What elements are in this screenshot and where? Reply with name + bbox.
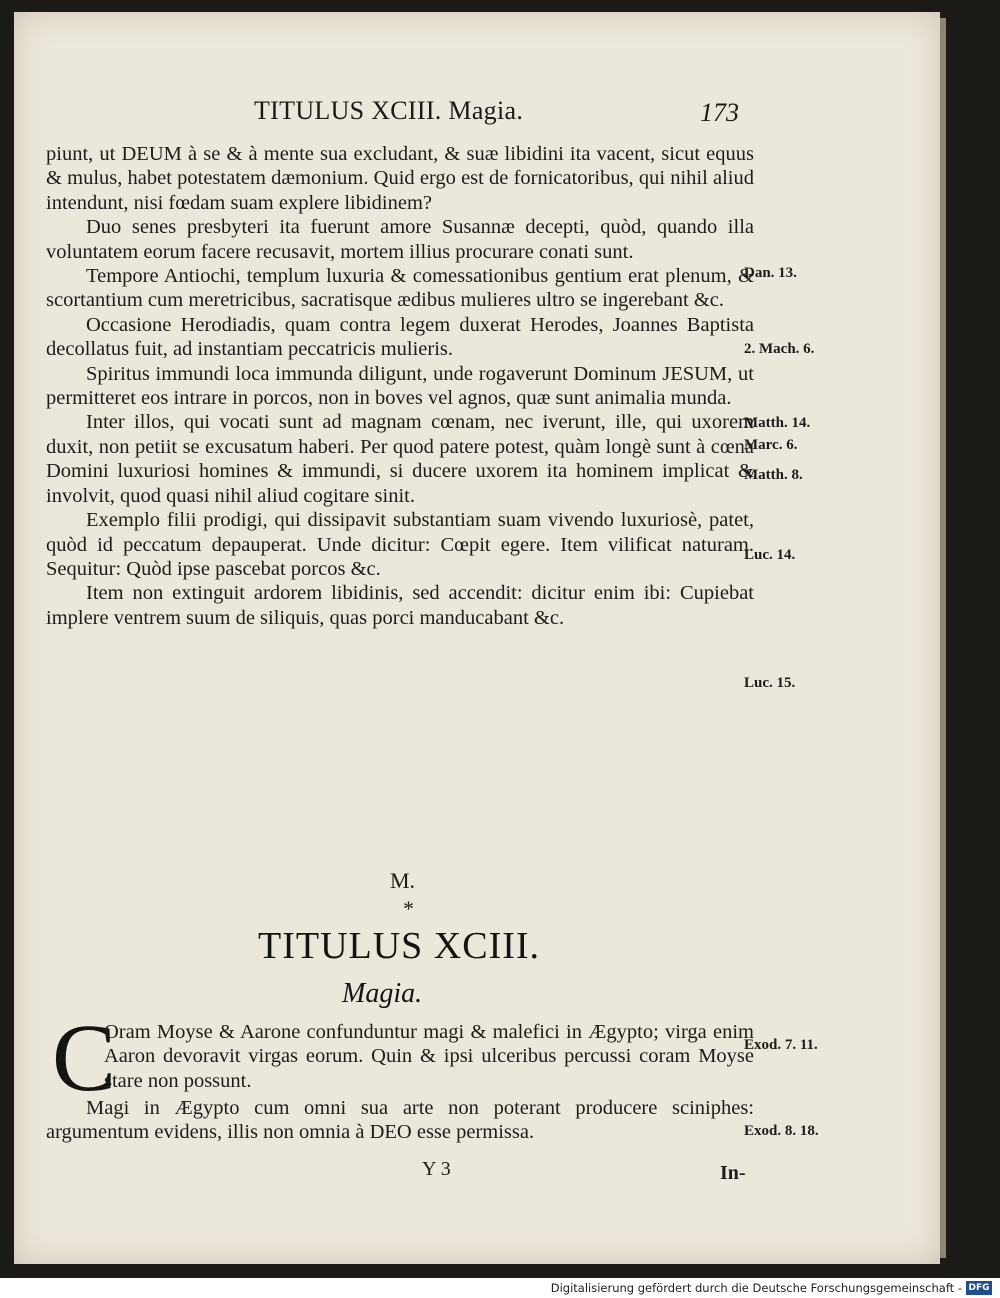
catchword: In- bbox=[720, 1162, 746, 1184]
running-head bbox=[14, 94, 940, 134]
paragraph-3: Tempore Antiochi, templum luxuria & comessationibus gentium erat plenum, & scortantium cum meretricibus, sacratisque ædibus mulieres ultro se ingerebant &c. bbox=[46, 265, 754, 312]
paragraph-7: Exemplo filii prodigi, qui dissipavit substantiam suam vivendo luxuriosè, patet, quòd id peccatum depauperat. Unde dicitur: Cœpit egere. Item vilificat naturam. Sequitur: Quòd ipse pascebat porcos &c. bbox=[46, 509, 754, 580]
section-subtitle: Magia. bbox=[342, 978, 423, 1009]
section-text-2 bbox=[46, 1096, 754, 1145]
section-paragraph-1: Oram Moyse & Aarone confunduntur magi & malefici in Ægypto; virga enim Aaron devoravit virgas eorum. Quin & ipsi ulceribus percussi coram Moyse stare non possunt. bbox=[104, 1021, 754, 1092]
paragraph-8: Item non extinguit ardorem libidinis, sed accendit: dicitur enim ibi: Cupiebat implere ventrem suum de siliquis, quas porci manducabant &c. bbox=[46, 582, 754, 629]
margin-note-exod7: Exod. 7. 11. bbox=[744, 1037, 818, 1053]
section-paragraph-2: Magi in Ægypto cum omni sua arte non poterant producere sciniphes: argumentum evidens, illis non omnia à DEO esse permissa. bbox=[46, 1097, 754, 1144]
section-title: TITULUS XCIII. bbox=[258, 925, 541, 967]
margin-note-matth14: Matth. 14. bbox=[744, 415, 811, 431]
page-number: 173 bbox=[700, 98, 739, 127]
paragraph-1: piunt, ut DEUM à se & à mente sua excludant, & suæ libidini ita vacent, sicut equus & mulus, habet potestatem dæmonium. Quid ergo est de fornicatoribus, qui nihil aliud intendunt, nisi fœdam suam explere libidinem? bbox=[46, 143, 754, 214]
book-page bbox=[14, 12, 940, 1264]
paragraph-6: Inter illos, qui vocati sunt ad magnam cœnam, nec iverunt, ille, qui uxorem duxit, non petiit se excusatum haberi. Per quod patere potest, quàm longè sunt à cœna Domini luxuriosi homines & immundi, si ducere uxorem ita hominem implicat & involvit, quod quasi nihil aliud cogitare sinit. bbox=[46, 411, 754, 507]
signature-mark: Y 3 bbox=[422, 1158, 451, 1180]
margin-note-matth-marc bbox=[744, 412, 840, 456]
margin-note-exod8: Exod. 8. 18. bbox=[744, 1123, 819, 1139]
section-marker: M. bbox=[390, 868, 416, 893]
margin-note-mach: 2. Mach. 6. bbox=[744, 341, 815, 357]
drop-capital: C bbox=[52, 1004, 117, 1111]
paragraph-5: Spiritus immundi loca immunda diligunt, unde rogaverunt Dominum JESUM, ut permitteret eos intrare in porcos, non in boves vel agnos, quæ sunt animalia munda. bbox=[46, 362, 754, 410]
footer-bar bbox=[0, 1278, 1000, 1298]
running-title: TITULUS XCIII. Magia. bbox=[254, 96, 524, 125]
margin-note-matth8: Matth. 8. bbox=[744, 467, 803, 483]
section-asterisk: * bbox=[403, 896, 414, 921]
funding-credit: Digitalisierung gefördert durch die Deutsche Forschungsgemeinschaft - bbox=[550, 1281, 962, 1295]
margin-note-marc6: Marc. 6. bbox=[744, 437, 798, 453]
margin-note-dan: Dan. 13. bbox=[744, 265, 797, 281]
section-text bbox=[104, 1020, 754, 1093]
paragraph-2: Duo senes presbyteri ita fuerunt amore Susannæ decepti, quòd, quando illa voluntatem eorum facere recusavit, mortem illius procurare conati sunt. bbox=[46, 216, 754, 263]
dfg-logo: DFG bbox=[966, 1281, 992, 1295]
page-edge bbox=[940, 18, 946, 1258]
margin-note-luc14: Luc. 14. bbox=[744, 547, 796, 563]
main-text bbox=[46, 142, 754, 630]
margin-note-luc15: Luc. 15. bbox=[744, 675, 796, 691]
paragraph-4: Occasione Herodiadis, quam contra legem duxerat Herodes, Joannes Baptista decollatus fuit, ad instantiam peccatricis mulieris. bbox=[46, 313, 754, 361]
